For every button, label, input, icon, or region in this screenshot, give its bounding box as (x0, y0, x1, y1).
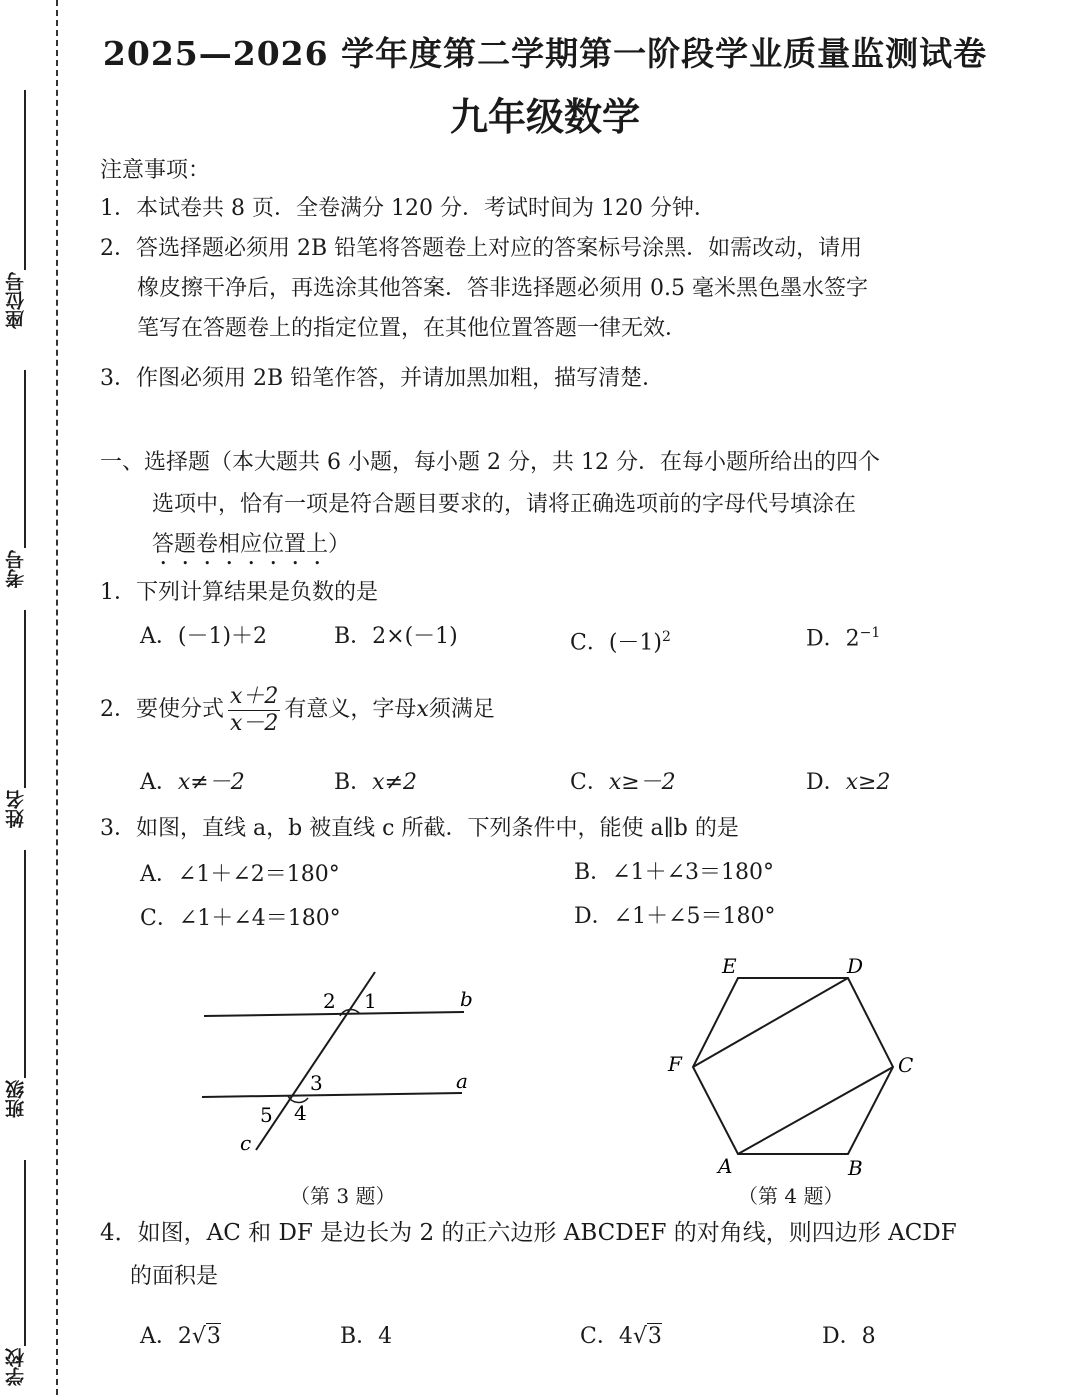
q1-option-a: A．(－1)＋2 (140, 624, 268, 649)
section1-instructions-3 (152, 530, 350, 570)
q4-figure (650, 945, 930, 1185)
seat-field-line (24, 90, 26, 270)
label-a: a (456, 1069, 468, 1093)
angle-4: 4 (294, 1101, 307, 1125)
dotted-emphasis: 答题卷相应位置上 (152, 532, 329, 557)
label-b: b (460, 987, 473, 1011)
vertex-c: C (898, 1053, 914, 1077)
class-field-line (24, 850, 26, 1078)
q1-option-b: B．2×(－1) (334, 624, 458, 649)
school-field-line (24, 1160, 26, 1346)
q3-option-c: C．∠1＋∠4＝180° (140, 906, 341, 931)
q1-c-base: C．(－1) (570, 630, 662, 656)
vertex-a: A (718, 1154, 733, 1178)
q1-option-c (570, 622, 671, 658)
q3-figure (190, 960, 490, 1160)
q3-caption: （第 3 题） (290, 1184, 396, 1208)
q4-option-d: D．8 (822, 1324, 876, 1349)
vertex-f: F (668, 1052, 682, 1076)
q2-option-b: B．x≠2 (334, 770, 418, 795)
q4-option-a: A．2√3 (140, 1324, 221, 1349)
q2-option-c: C．x≥－2 (570, 770, 676, 795)
q2-fraction (228, 684, 280, 737)
class-label: 班级 (5, 1080, 27, 1118)
name-field-line (24, 610, 26, 788)
line-a (202, 1093, 462, 1097)
vertex-d: D (847, 954, 864, 978)
q3-option-d: D．∠1＋∠5＝180° (574, 904, 776, 929)
q1-d-base: D．2 (806, 626, 860, 652)
angle-2: 2 (323, 989, 336, 1013)
exam-title: 2025—2026 学年度第二学期第一阶段学业质量监测试卷 (102, 34, 988, 73)
notes-heading: 注意事项： (100, 158, 211, 183)
school-label: 学校 (5, 1348, 27, 1386)
note-2-line-2: 橡皮擦干净后，再选涂其他答案．答非选择题必须用 0.5 毫米黑色墨水签字 (137, 276, 868, 301)
angle-5: 5 (260, 1103, 273, 1127)
q2-option-d: D．x≥2 (806, 770, 891, 795)
q4-option-b: B．4 (340, 1324, 393, 1349)
binding-dashed-line (56, 0, 58, 1395)
q2-denominator: x－2 (230, 710, 279, 736)
q2-variable: x (416, 697, 429, 722)
section1-instructions-2: 选项中，恰有一项是符合题目要求的，请将正确选项前的字母代号填涂在 (152, 492, 857, 517)
name-label: 姓名 (5, 790, 27, 828)
exam-no-field-line (24, 370, 26, 548)
q3-option-a: A．∠1＋∠2＝180° (140, 862, 340, 887)
seat-label: 座位号 (5, 272, 27, 329)
q2-stem-pre: 2．要使分式 (100, 697, 224, 722)
q4-caption: （第 4 题） (738, 1184, 844, 1208)
q1-c-exponent: 2 (662, 629, 671, 645)
angle-3: 3 (310, 1071, 323, 1095)
q1-stem: 1．下列计算结果是负数的是 (100, 580, 378, 605)
q4-a-radicand: 3 (206, 1324, 221, 1349)
q2-stem (100, 682, 495, 738)
q4-c-radicand: 3 (647, 1324, 662, 1349)
q4-stem-1: 4．如图，AC 和 DF 是边长为 2 的正六边形 ABCDEF 的对角线，则四边形 ACDF (100, 1220, 957, 1246)
q2-numerator: x＋2 (230, 683, 279, 709)
note-3: 3．作图必须用 2B 铅笔作答，并请加黑加粗，描写清楚． (100, 366, 665, 391)
q4-option-c: C．4√3 (580, 1324, 662, 1349)
line-c (256, 972, 375, 1150)
vertex-b: B (848, 1156, 863, 1180)
note-2-line-1: 2．答选择题必须用 2B 铅笔将答题卷上对应的答案标号涂黑．如需改动，请用 (100, 236, 863, 261)
q1-d-exponent: −1 (859, 625, 881, 641)
q2-stem-post: 有意义，字母 (284, 697, 417, 722)
q3-stem: 3．如图，直线 a，b 被直线 c 所截．下列条件中，能使 a∥b 的是 (100, 816, 739, 841)
q3-option-b: B．∠1＋∠3＝180° (574, 860, 775, 885)
hexagon (693, 978, 893, 1154)
paren-close: ） (328, 532, 351, 557)
exam-subject: 九年级数学 (449, 95, 640, 139)
section1-instructions-1: 一、选择题（本大题共 6 小题，每小题 2 分，共 12 分．在每小题所给出的四个 (100, 450, 880, 475)
angle-1: 1 (364, 989, 377, 1013)
q1-option-d (806, 618, 880, 654)
note-1: 1．本试卷共 8 页．全卷满分 120 分．考试时间为 120 分钟． (100, 196, 716, 221)
vertex-e: E (722, 954, 737, 978)
note-2-line-3: 笔写在答题卷上的指定位置，在其他位置答题一律无效． (137, 316, 688, 341)
q2-option-a: A．x≠－2 (140, 770, 245, 795)
q4-stem-2: 的面积是 (130, 1264, 219, 1289)
exam-no-label: 考号 (5, 550, 27, 588)
label-c: c (240, 1131, 252, 1155)
q2-stem-end: 须满足 (428, 697, 495, 722)
